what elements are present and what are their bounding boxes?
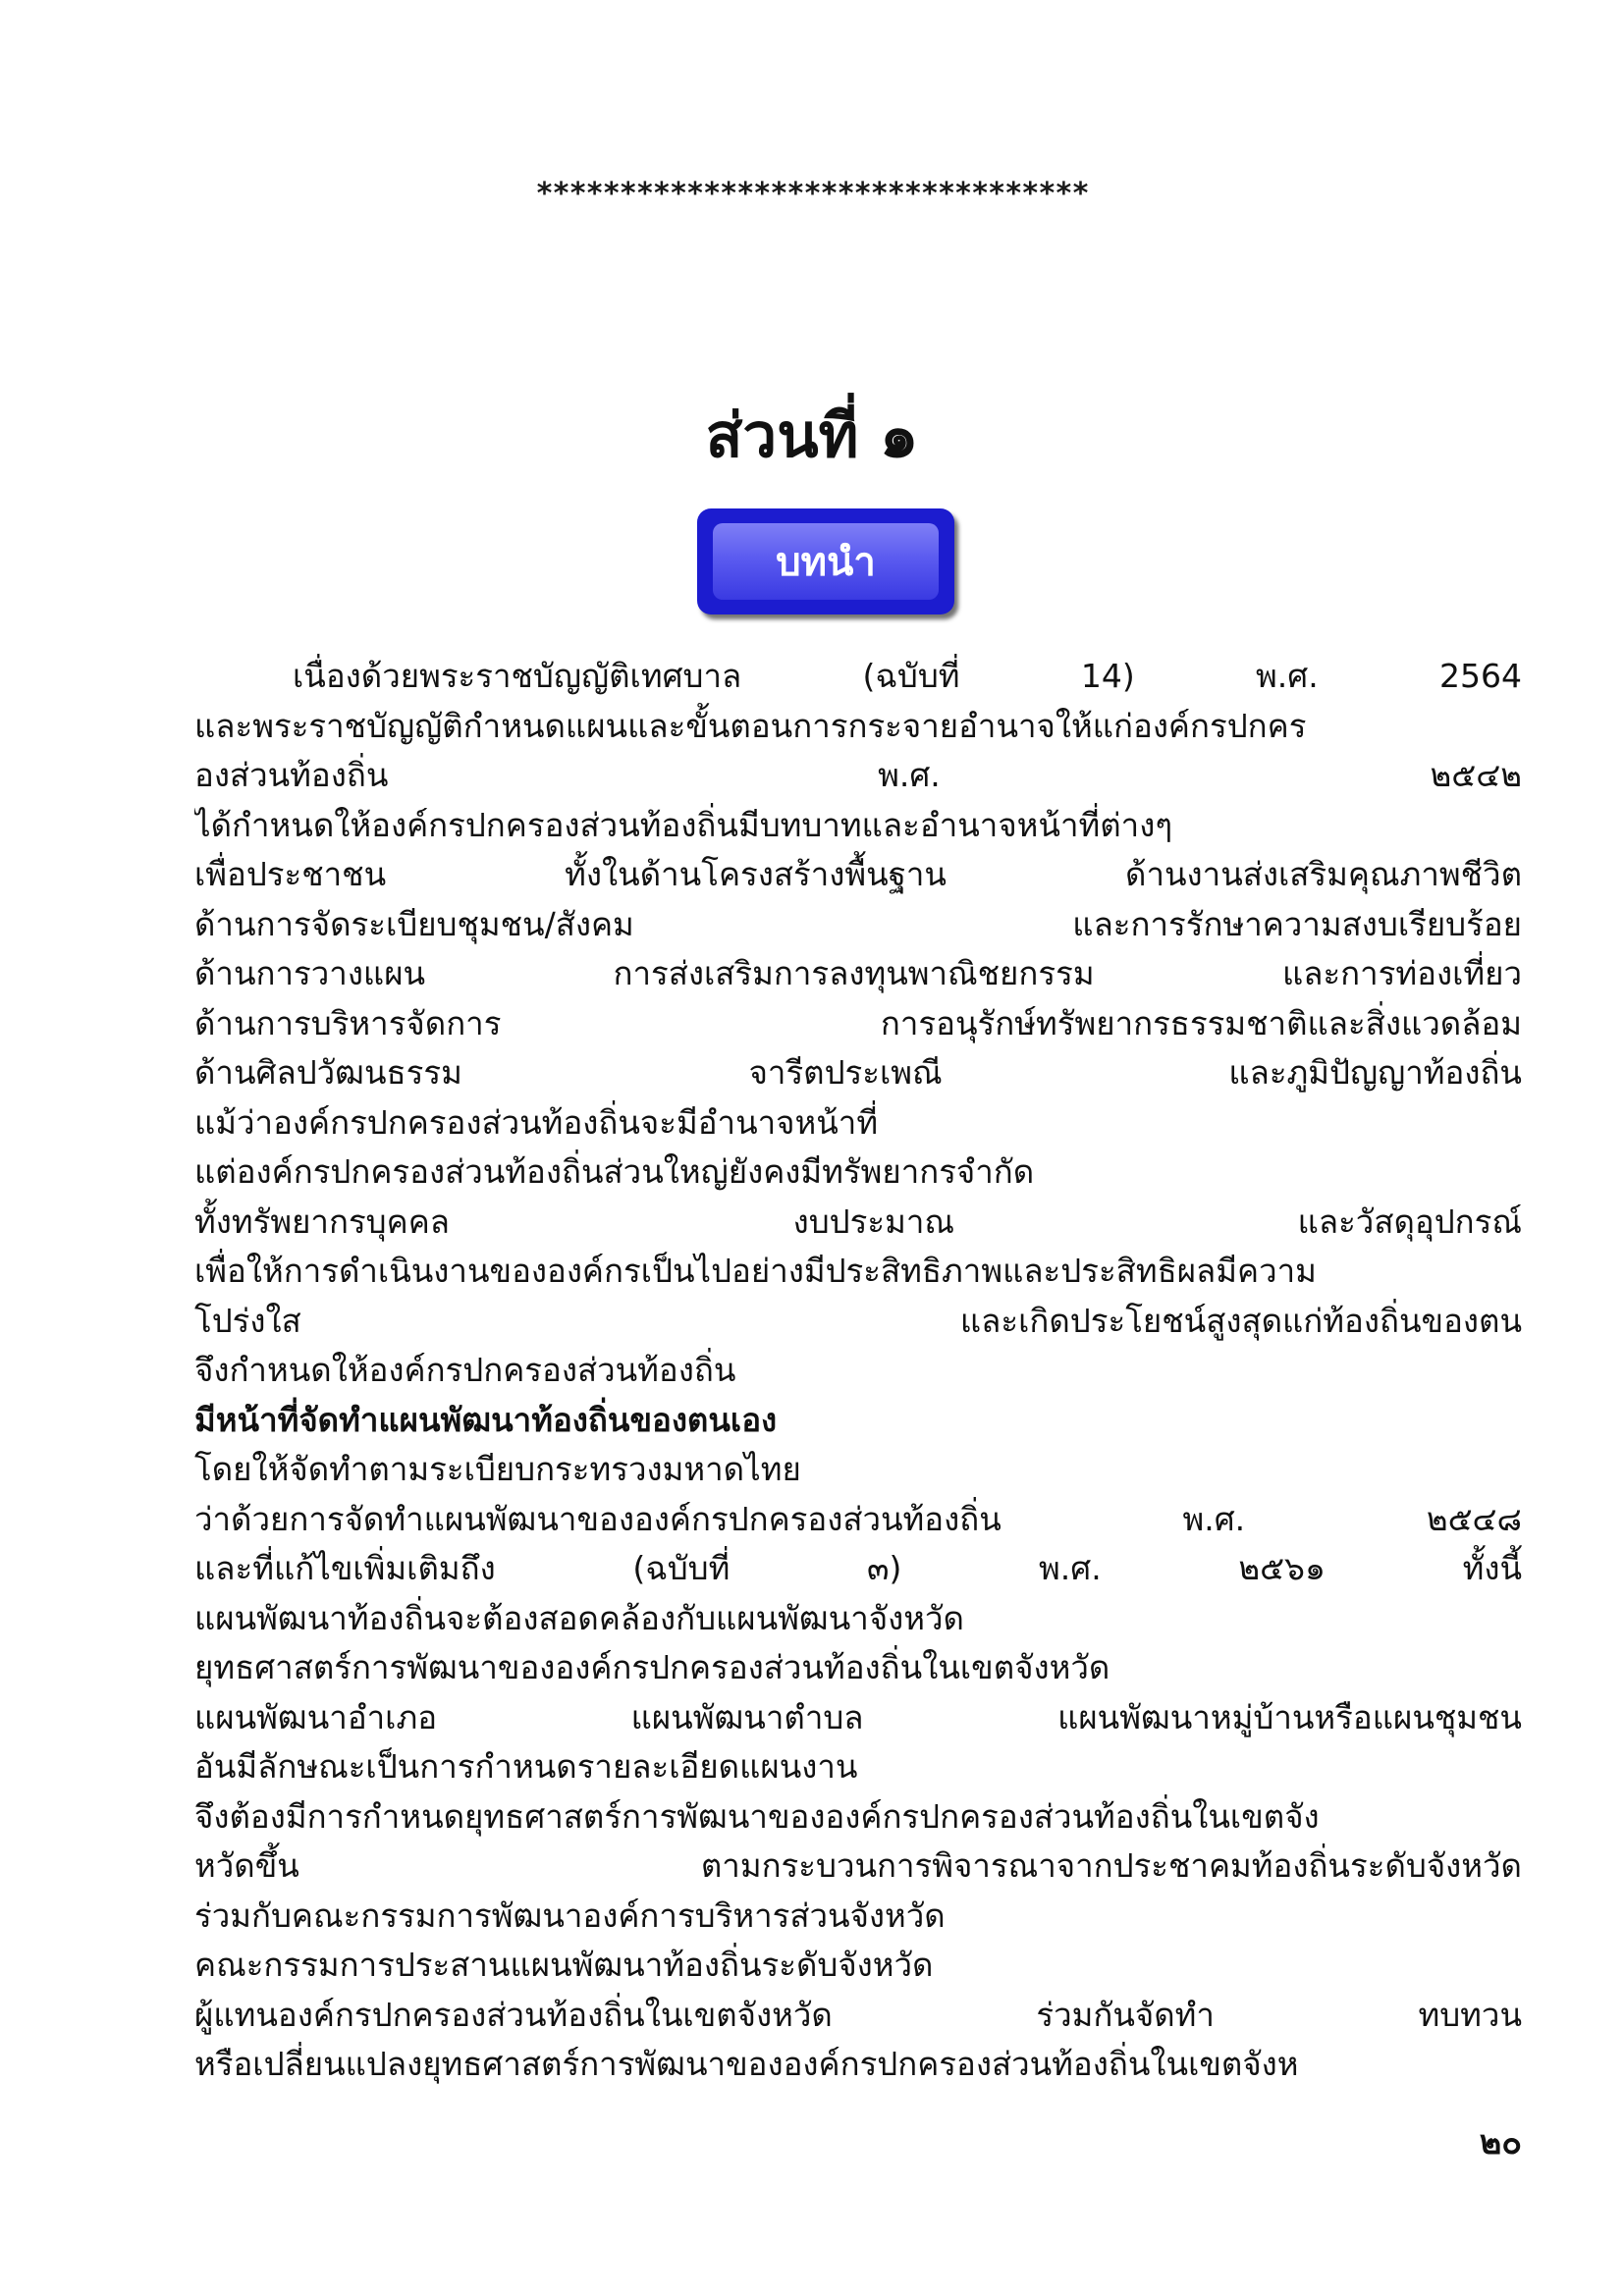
text-line: เนื่องด้วยพระราชบัญญัติเทศบาล (ฉบับที่ 14) พ.ศ. 2564: [293, 657, 1522, 695]
text-line: หรือเปลี่ยนแปลงยุทธศาสตร์การพัฒนาขององค์กรปกครองส่วนท้องถิ่นในเขตจังห: [194, 2045, 1299, 2083]
text-line: องส่วนท้องถิ่น พ.ศ. ๒๕๔๒: [194, 756, 1522, 794]
page-number: ๒๐: [1479, 2123, 1522, 2163]
text-line: และพระราชบัญญัติกำหนดแผนและขั้นตอนการกระจายอำนาจให้แก่องค์กรปกคร: [194, 706, 1307, 745]
text-line: ทั้งทรัพยากรบุคคล งบประมาณ และวัสดุอุปกรณ์: [194, 1201, 1522, 1241]
text-line: โปร่งใส และเกิดประโยชน์สูงสุดแก่ท้องถิ่นของตน: [194, 1301, 1522, 1340]
text-line: แผนพัฒนาอำเภอ แผนพัฒนาตำบล แผนพัฒนาหมู่บ้านหรือแผนชุมชน: [194, 1697, 1522, 1736]
text-line: แต่องค์กรปกครองส่วนท้องถิ่นส่วนใหญ่ยังคงมีทรัพยากรจำกัด: [194, 1152, 1035, 1191]
text-line: เพื่อให้การดำเนินงานขององค์กรเป็นไปอย่างมีประสิทธิภาพและประสิทธิผลมีความ: [194, 1252, 1317, 1290]
text-line: ด้านการจัดระเบียบชุมชน/สังคม และการรักษาความสงบเรียบร้อย: [194, 904, 1522, 943]
section-badge-label: บทนำ: [713, 523, 939, 600]
text-line: จึงต้องมีการกำหนดยุทธศาสตร์การพัฒนาขององค์กรปกครองส่วนท้องถิ่นในเขตจัง: [194, 1796, 1320, 1836]
text-line: แม้ว่าองค์กรปกครองส่วนท้องถิ่นจะมีอำนาจหน้าที่: [194, 1102, 879, 1142]
text-line: ร่วมกับคณะกรรมการพัฒนาองค์การบริหารส่วนจังหวัด: [194, 1896, 946, 1935]
text-line: คณะกรรมการประสานแผนพัฒนาท้องถิ่นระดับจังหวัด: [194, 1946, 934, 1984]
text-line: โดยให้จัดทำตามระเบียบกระทรวงมหาดไทย: [194, 1450, 801, 1488]
text-line: ด้านการวางแผน การส่งเสริมการลงทุนพาณิชยกรรม และการท่องเที่ยว: [194, 954, 1522, 992]
text-line: และที่แก้ไขเพิ่มเติมถึง (ฉบับที่ ๓) พ.ศ. ๒๕๖๑ ทั้งนี้: [194, 1549, 1522, 1587]
text-line: แผนพัฒนาท้องถิ่นจะต้องสอดคล้องกับแผนพัฒนาจังหวัด: [194, 1598, 964, 1637]
text-line: จึงกำหนดให้องค์กรปกครองส่วนท้องถิ่น: [194, 1351, 736, 1389]
section-badge: [697, 508, 954, 614]
text-line: ยุทธศาสตร์การพัฒนาขององค์กรปกครองส่วนท้องถิ่นในเขตจังหวัด: [194, 1648, 1110, 1686]
text-line: ผู้แทนองค์กรปกครองส่วนท้องถิ่นในเขตจังหวัด ร่วมกันจัดทำ ทบทวน: [194, 1995, 1522, 2034]
text-line: ด้านศิลปวัฒนธรรม จารีตประเพณี และภูมิปัญญาท้องถิ่น: [194, 1053, 1522, 1092]
text-line: หวัดขึ้น ตามกระบวนการพิจารณาจากประชาคมท้องถิ่นระดับจังหวัด: [194, 1846, 1522, 1885]
body-paragraph: [194, 652, 1522, 2090]
text-line: ว่าด้วยการจัดทำแผนพัฒนาขององค์กรปกครองส่วนท้องถิ่น พ.ศ. ๒๕๔๘: [194, 1499, 1522, 1538]
separator-line: *********************************: [535, 177, 1089, 211]
text-line: เพื่อประชาชน ทั้งในด้านโครงสร้างพื้นฐาน ด้านงานส่งเสริมคุณภาพชีวิต: [194, 855, 1522, 893]
text-line: อันมีลักษณะเป็นการกำหนดรายละเอียดแผนงาน: [194, 1747, 858, 1786]
text-line: ด้านการบริหารจัดการ การอนุรักษ์ทรัพยากรธรรมชาติและสิ่งแวดล้อม: [194, 1003, 1522, 1042]
text-line: ได้กำหนดให้องค์กรปกครองส่วนท้องถิ่นมีบทบาทและอำนาจหน้าที่ต่างๆ: [194, 805, 1173, 844]
part-title: ส่วนที่ ๑: [705, 400, 919, 471]
text-line-emphasis: มีหน้าที่จัดทำแผนพัฒนาท้องถิ่นของตนเอง: [194, 1400, 778, 1439]
